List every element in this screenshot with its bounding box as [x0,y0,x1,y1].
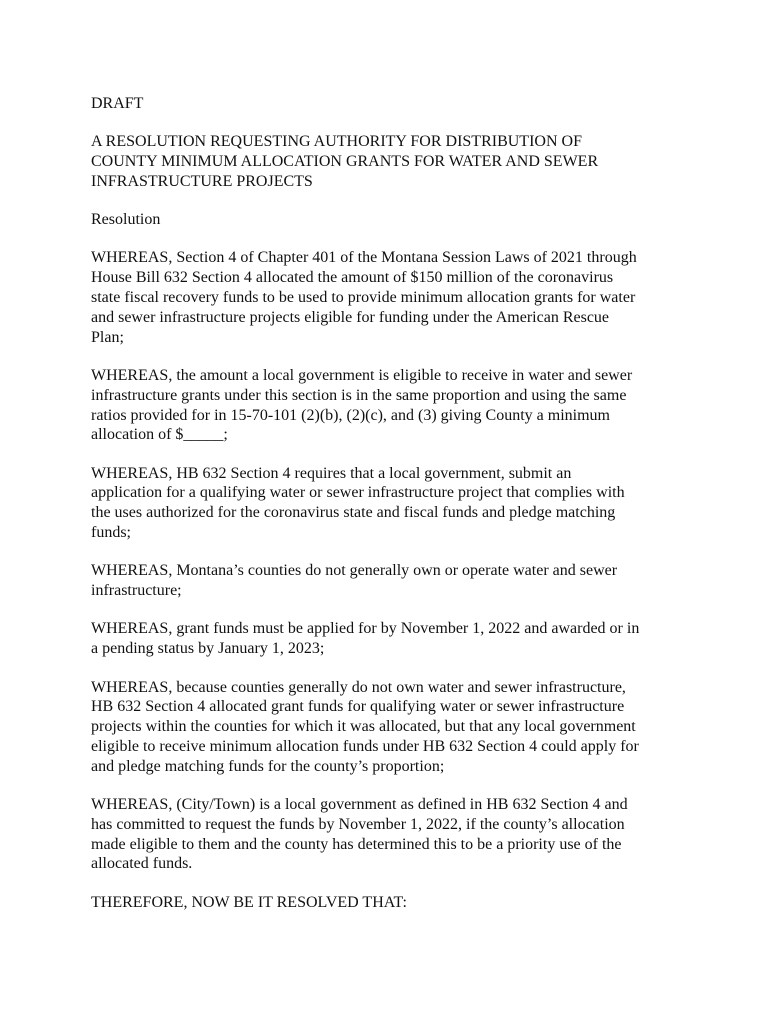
paragraph-line: infrastructure grants under this section is in the same proportion and using the same [91,386,627,404]
paragraph-line: projects within the counties for which it was allocated, but that any local government [91,718,636,736]
resolved-clause [91,893,691,913]
paragraph-line: allocation of $_____; [91,426,228,444]
paragraph-line: application for a qualifying water or sewer infrastructure project that complies with [91,484,625,502]
paragraph-line: allocated funds. [91,855,193,873]
paragraph-line: HB 632 Section 4 allocated grant funds for qualifying water or sewer infrastructure [91,698,625,716]
whereas-paragraph-4 [91,561,691,601]
paragraph-line: WHEREAS, the amount a local government is eligible to receive in water and sewer [91,366,633,384]
paragraph-line: and pledge matching funds for the county’s proportion; [91,757,445,775]
paragraph-line: the uses authorized for the coronavirus state and fiscal funds and pledge matching [91,504,616,522]
paragraph-line: WHEREAS, (City/Town) is a local government as defined in HB 632 Section 4 and [91,796,628,814]
paragraph-line: has committed to request the funds by November 1, 2022, if the county’s allocation [91,815,625,833]
title-line: COUNTY MINIMUM ALLOCATION GRANTS FOR WATER AND SEWER [91,153,599,171]
paragraph-line: and sewer infrastructure projects eligible for funding under the American Rescue [91,308,610,326]
whereas-paragraph-6 [91,678,691,777]
resolved-clause-text: THEREFORE, NOW BE IT RESOLVED THAT: [91,893,407,911]
section-label-text: Resolution [91,211,161,229]
title-line: A RESOLUTION REQUESTING AUTHORITY FOR DISTRIBUTION OF [91,133,582,151]
paragraph-line: WHEREAS, Montana’s counties do not generally own or operate water and sewer [91,562,618,580]
whereas-paragraph-1 [91,248,691,347]
paragraph-line: WHEREAS, grant funds must be applied for by November 1, 2022 and awarded or in [91,620,640,638]
paragraph-line: Plan; [91,328,124,346]
title-line: INFRASTRUCTURE PROJECTS [91,172,313,190]
whereas-paragraph-5 [91,619,691,659]
paragraph-line: funds; [91,524,131,542]
resolution-title [91,132,691,191]
paragraph-line: eligible to receive minimum allocation funds under HB 632 Section 4 could apply for [91,737,639,755]
paragraph-line: ratios provided for in 15-70-101 (2)(b), (2)(c), and (3) giving County a minimum [91,406,610,424]
section-label [91,210,691,230]
paragraph-line: WHEREAS, Section 4 of Chapter 401 of the Montana Session Laws of 2021 through [91,249,637,267]
paragraph-line: made eligible to them and the county has determined this to be a priority use of the [91,835,622,853]
draft-label-text: DRAFT [91,95,144,112]
whereas-paragraph-7 [91,795,691,874]
whereas-paragraph-2 [91,366,691,445]
document-page [91,94,691,931]
draft-label [91,94,691,114]
paragraph-line: House Bill 632 Section 4 allocated the amount of $150 million of the coronavirus [91,269,614,287]
whereas-paragraph-3 [91,464,691,543]
paragraph-line: state fiscal recovery funds to be used to provide minimum allocation grants for water [91,289,636,307]
paragraph-line: infrastructure; [91,582,182,600]
paragraph-line: WHEREAS, HB 632 Section 4 requires that a local government, submit an [91,464,572,482]
paragraph-line: a pending status by January 1, 2023; [91,640,325,658]
paragraph-line: WHEREAS, because counties generally do not own water and sewer infrastructure, [91,678,626,696]
